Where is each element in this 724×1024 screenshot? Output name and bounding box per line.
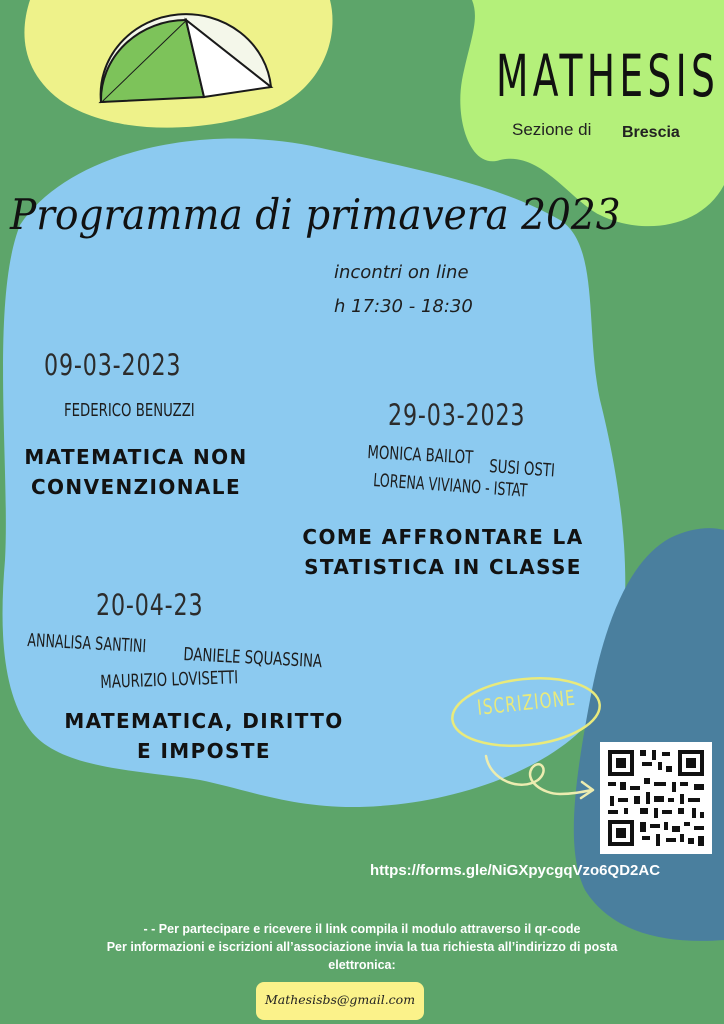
- event-speaker: FEDERICO BENUZZI: [64, 400, 195, 421]
- event-topic-line: STATISTICA IN CLASSE: [304, 555, 582, 579]
- registration-label[interactable]: ISCRIZIONE: [476, 685, 578, 720]
- qr-code-icon[interactable]: [600, 742, 712, 854]
- event-date: 09-03-2023: [44, 348, 182, 382]
- event-speaker: LORENA VIVIANO - ISTAT: [372, 470, 528, 502]
- event-topic-line: E IMPOSTE: [137, 739, 271, 763]
- brand-subtitle: Sezione di: [512, 120, 592, 139]
- registration-url[interactable]: https://forms.gle/NiGXpycgqVzo6QD2AC: [370, 862, 661, 879]
- event-topic-line: COME AFFRONTARE LA: [302, 525, 584, 549]
- event-topic-line: MATEMATICA, DIRITTO: [64, 709, 344, 733]
- event-date: 29-03-2023: [388, 398, 526, 432]
- event-date: 20-04-23: [96, 588, 204, 622]
- event-topic-line: MATEMATICA NON: [24, 445, 248, 469]
- footer-line: Per informazioni e iscrizioni all’associazione invia la tua richiesta all’indirizzo di posta: [106, 940, 618, 954]
- event-speaker: SUSI OSTI: [488, 456, 556, 482]
- footer-line: elettronica:: [328, 958, 396, 972]
- event-speaker: MAURIZIO LOVISETTI: [100, 667, 239, 693]
- curly-arrow-icon: [480, 750, 600, 806]
- event-speaker: DANIELE SQUASSINA: [182, 644, 323, 673]
- event-topic: [46, 706, 362, 766]
- page-title: Programma di primavera 2023: [10, 190, 621, 239]
- brand-title: MATHESIS: [496, 42, 720, 110]
- event-topic: [290, 522, 596, 582]
- half-circle-logo-icon: [96, 12, 276, 107]
- meeting-time: h 17:30 - 18:30: [334, 296, 473, 317]
- event-topic: [0, 442, 272, 502]
- contact-email[interactable]: Mathesisbs@gmail.com: [264, 992, 416, 1007]
- event-speaker: ANNALISA SANTINI: [26, 630, 147, 658]
- brand-city: Brescia: [622, 124, 680, 141]
- footer-line: - - Per partecipare e ricevere il link compila il modulo attraverso il qr-code: [143, 922, 581, 936]
- meeting-mode: incontri on line: [334, 262, 469, 283]
- event-topic-line: CONVENZIONALE: [30, 475, 242, 499]
- event-speaker: MONICA BAILOT: [366, 442, 474, 469]
